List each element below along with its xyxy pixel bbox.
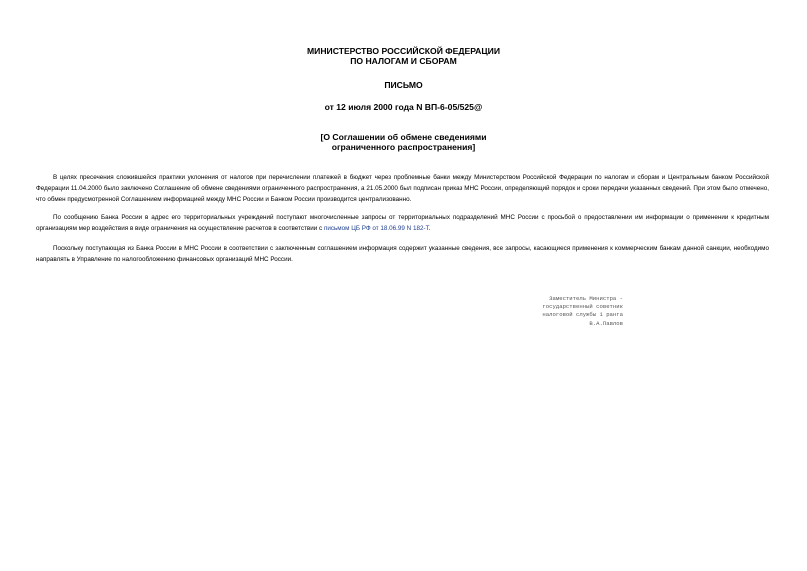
body-paragraph-3: Поскольку поступающая из Банка России в МНС России в соответствии с заключенным соглашением информация содержит указанные сведения, все запросы, касающиеся применения к коммерческим банкам данной санкции, необходимо направлять в Управление по налогообложению финансовых организаций МНС России. (36, 245, 769, 263)
body-paragraph-1: В целях пресечения сложившейся практики уклонения от налогов при перечислении платежей в бюджет через проблемные банки между Министерством Российской Федерации по налогам и сборам и Центральным банком Российской Федерации 11.04.2000 было заключено Соглашение об обмене сведениями ограниченного распространения, а 21.05.2000 был подписан приказ МНС России, определяющий порядок и сроки передачи указанных сведений. При этом было отмечено, что обмен предусмотренной Соглашением информацией между МНС России и Банком России производится централизованно. (36, 174, 769, 203)
paragraph-2-text: По сообщению Банка России в адрес его территориальных учреждений поступают многочисленные запросы от территориальных подразделений МНС России с просьбой о предоставлении им информации о применении к кредитным организациям мер воздействия в виде ограничения на осуществление расчетов в соответствии с (36, 214, 769, 232)
subject-line-1: [О Соглашении об обмене сведениями (320, 132, 487, 142)
document-subject (0, 132, 807, 152)
paragraph-2-end: . (428, 225, 431, 232)
cbr-letter-link[interactable]: письмом ЦБ РФ от 18.06.99 N 182-Т (323, 225, 429, 232)
ministry-line-1: МИНИСТЕРСТВО РОССИЙСКОЙ ФЕДЕРАЦИИ (306, 46, 501, 56)
ministry-line-2: ПО НАЛОГАМ И СБОРАМ (350, 56, 457, 66)
signature-block (508, 295, 623, 328)
signature-title-2: государственный советник (542, 303, 623, 311)
document-number: от 12 июля 2000 года N ВП-6-05/525@ (324, 102, 483, 112)
signature-title-3: налоговой службы 1 ранга (542, 311, 623, 319)
document-type: ПИСЬМО (384, 80, 423, 90)
signature-name: В.А.Павлов (589, 319, 623, 327)
signature-title-1: Заместитель Министра - (549, 295, 623, 302)
subject-line-2: ограниченного распространения] (331, 142, 476, 152)
body-paragraph-2 (36, 212, 769, 234)
ministry-heading (0, 46, 807, 66)
